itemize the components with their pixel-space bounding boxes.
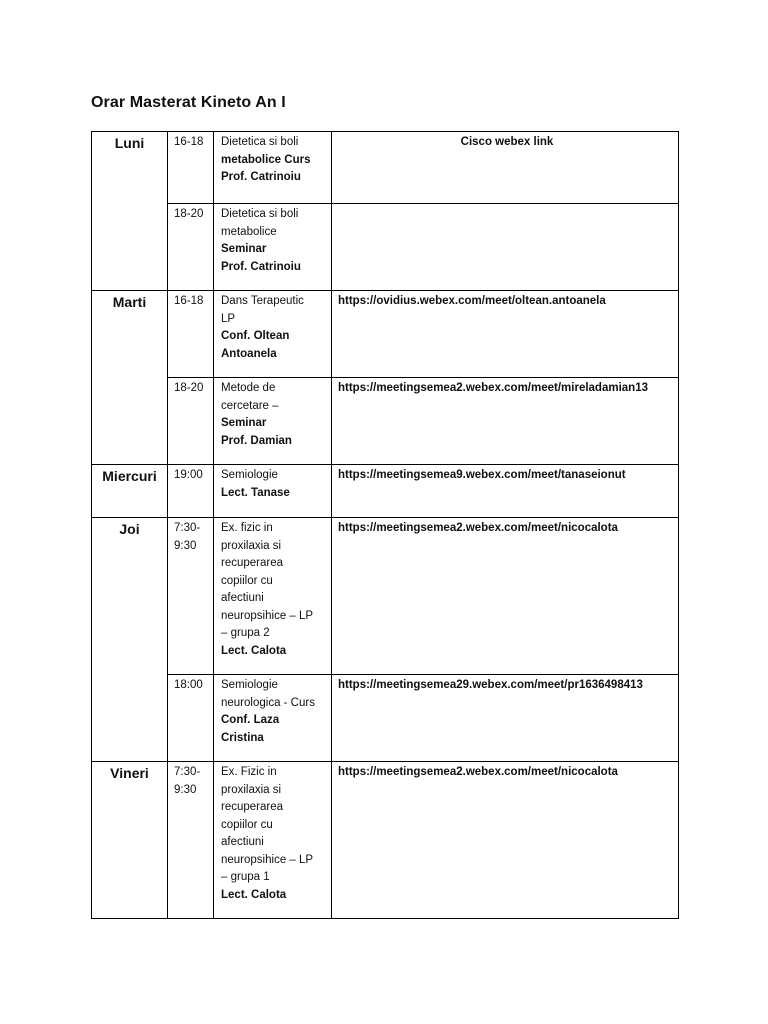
course-cell [214, 378, 332, 465]
day-label: Luni [114, 135, 145, 151]
instructor-line: Lect. Tanase [221, 486, 290, 499]
course-line: afectiuni [221, 592, 264, 604]
course-line: Semiologie [221, 679, 278, 691]
course-line: cercetare – [221, 399, 279, 412]
time-cell [168, 465, 214, 518]
instructor-line: Prof. Catrinoiu [221, 171, 301, 183]
time-cell [168, 132, 214, 204]
time-label: 18:00 [174, 679, 203, 691]
time-cell [168, 762, 214, 919]
table-row [92, 465, 679, 518]
time-label: 7:30- 9:30 [174, 766, 201, 796]
course-line: Seminar [221, 243, 267, 255]
table-row [92, 204, 679, 291]
meeting-link[interactable]: https://ovidius.webex.com/meet/oltean.antoanela [338, 295, 606, 307]
time-label: 16-18 [174, 295, 204, 307]
day-label: Marti [112, 294, 147, 310]
instructor-line: Cristina [221, 731, 264, 744]
course-line: copiilor cu [221, 574, 273, 587]
course-line: – grupa 1 [221, 871, 270, 883]
time-label: 18-20 [174, 208, 204, 220]
course-line: Dietetica si boli [221, 208, 299, 220]
course-line: Seminar [221, 417, 267, 429]
meeting-link[interactable]: https://meetingsemea2.webex.com/meet/nicocalota [338, 522, 618, 534]
link-cell [332, 465, 679, 518]
course-line: proxilaxia si [221, 783, 282, 796]
course-line: recuperarea [221, 801, 284, 813]
link-cell [332, 518, 679, 675]
instructor-line: Lect. Calota [221, 644, 287, 657]
course-line: Ex. fizic in [221, 522, 273, 534]
link-cell [332, 291, 679, 378]
course-line: Dans Terapeutic [221, 295, 304, 307]
table-row [92, 518, 679, 675]
day-label: Miercuri [102, 468, 157, 484]
meeting-link[interactable]: https://meetingsemea2.webex.com/meet/nicocalota [338, 766, 618, 778]
time-cell [168, 378, 214, 465]
day-label: Vineri [110, 765, 149, 781]
day-label: Joi [119, 521, 140, 537]
course-line: afectiuni [221, 836, 264, 848]
instructor-line: Conf. Oltean [221, 330, 290, 342]
course-line: recuperarea [221, 557, 284, 569]
course-cell [214, 291, 332, 378]
table-row [92, 132, 679, 204]
day-cell [92, 465, 168, 518]
course-line: metabolice [221, 225, 277, 238]
course-cell [214, 675, 332, 762]
instructor-line: Antoanela [221, 347, 277, 360]
course-line: LP [221, 312, 236, 325]
link-cell [332, 762, 679, 919]
day-cell [92, 132, 168, 291]
course-line: copiilor cu [221, 818, 273, 831]
course-cell [214, 518, 332, 675]
course-cell [214, 465, 332, 518]
course-cell [214, 132, 332, 204]
link-cell [332, 204, 679, 291]
table-row [92, 291, 679, 378]
course-line: Ex. Fizic in [221, 766, 277, 778]
course-line: – grupa 2 [221, 627, 270, 639]
schedule-table [91, 131, 679, 919]
link-header-cell [332, 132, 679, 204]
course-line: Semiologie [221, 469, 278, 481]
link-header-label: Cisco webex link [460, 136, 554, 148]
time-label: 16-18 [174, 136, 204, 148]
table-row [92, 378, 679, 465]
link-cell [332, 378, 679, 465]
course-line: neurologica - Curs [221, 696, 315, 709]
time-cell [168, 204, 214, 291]
instructor-line: Lect. Calota [221, 888, 287, 901]
time-cell [168, 291, 214, 378]
table-row [92, 762, 679, 919]
time-label: 7:30- 9:30 [174, 522, 201, 552]
time-cell [168, 675, 214, 762]
course-line: Dietetica si boli [221, 136, 299, 148]
course-line: neuropsihice – LP [221, 609, 314, 622]
meeting-link[interactable]: https://meetingsemea2.webex.com/meet/mireladamian13 [338, 382, 648, 394]
time-label: 18-20 [174, 382, 204, 394]
day-cell [92, 762, 168, 919]
course-line: proxilaxia si [221, 539, 282, 552]
day-cell [92, 291, 168, 465]
meeting-link[interactable]: https://meetingsemea29.webex.com/meet/pr1636498413 [338, 679, 643, 691]
instructor-line: Prof. Damian [221, 434, 292, 447]
instructor-line: Prof. Catrinoiu [221, 260, 301, 273]
instructor-line: Conf. Laza [221, 714, 280, 726]
time-label: 19:00 [174, 469, 203, 481]
course-line: neuropsihice – LP [221, 853, 314, 866]
meeting-link[interactable]: https://meetingsemea9.webex.com/meet/tanaseionut [338, 469, 626, 481]
course-line: Metode de [221, 382, 276, 394]
course-line: metabolice Curs [221, 153, 311, 166]
link-cell [332, 675, 679, 762]
time-cell [168, 518, 214, 675]
meeting-link [332, 204, 678, 208]
table-row [92, 675, 679, 762]
course-cell [214, 204, 332, 291]
page-title: Orar Masterat Kineto An I [91, 94, 286, 111]
course-cell [214, 762, 332, 919]
day-cell [92, 518, 168, 762]
